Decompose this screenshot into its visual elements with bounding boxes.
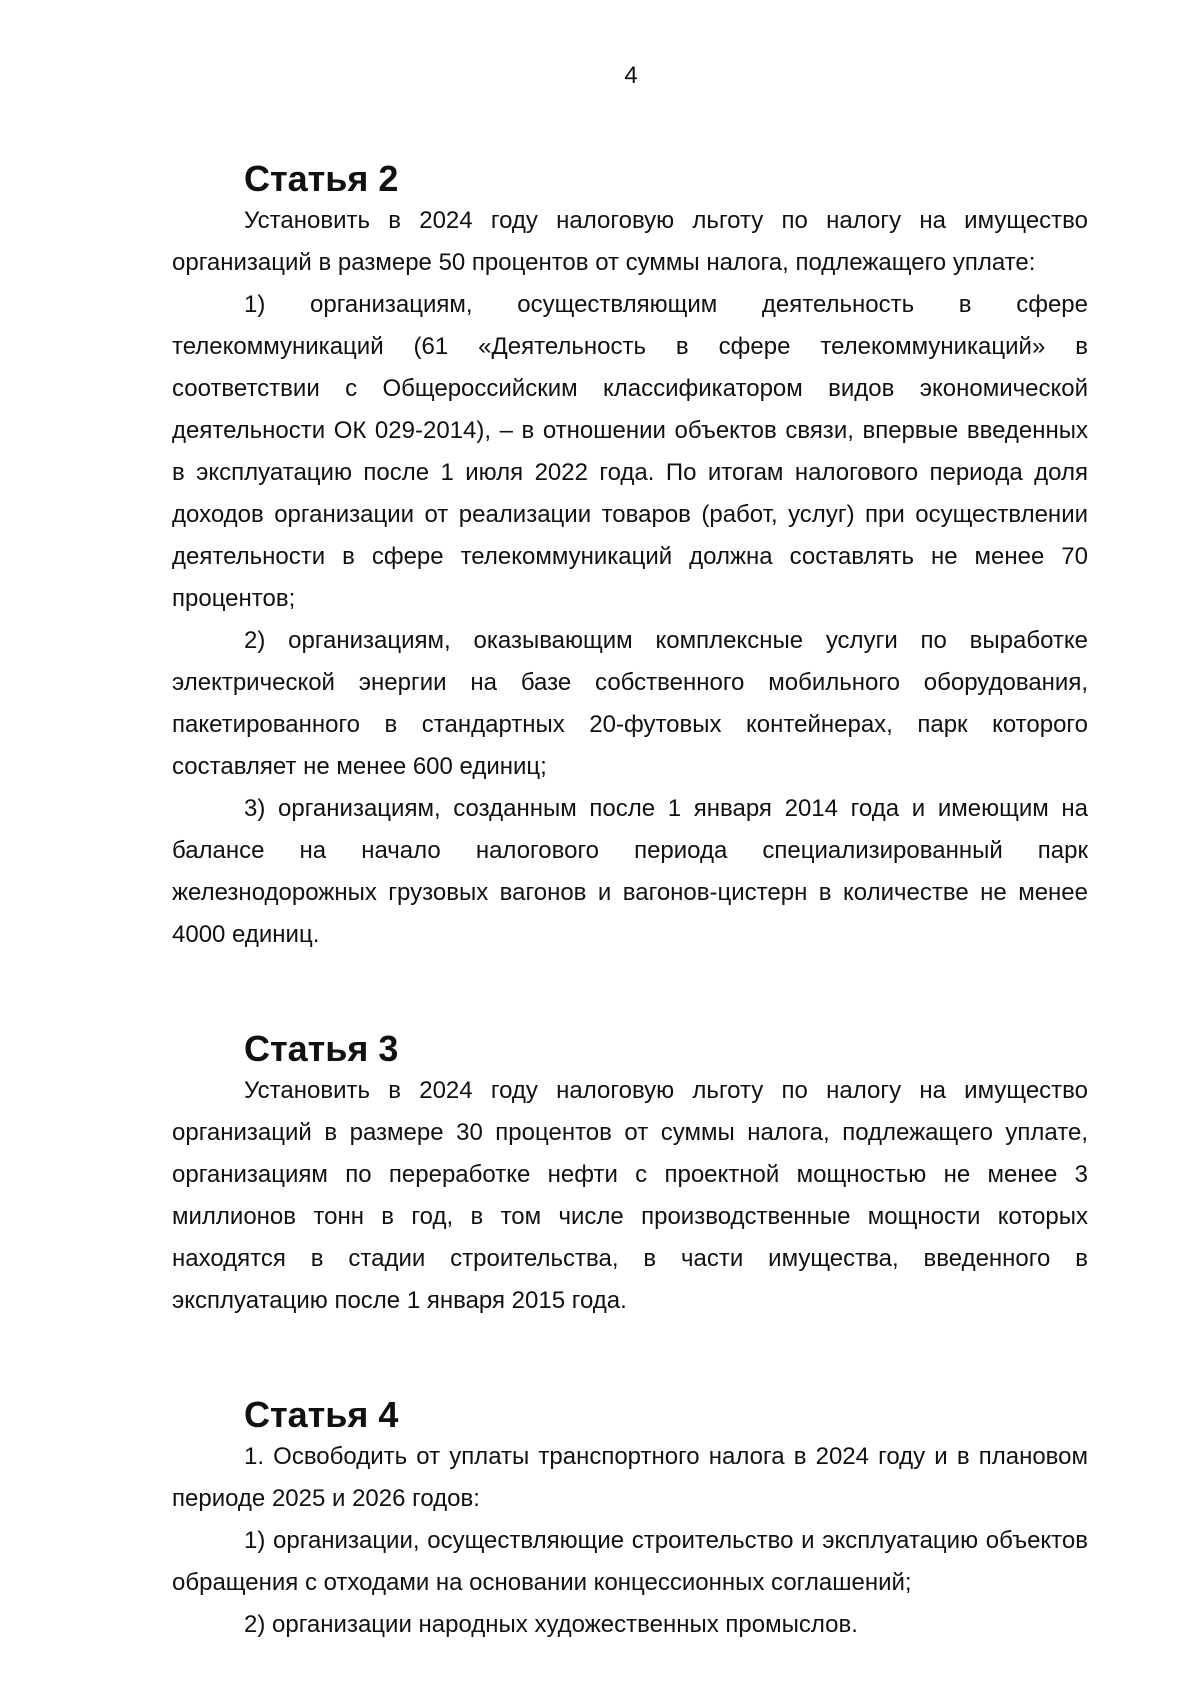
paragraph: 2) организациям, оказывающим комплексные услуги по выработке электрической энергии на базе собственного мобильного оборудования, пакетированного в стандартных 20-футовых контейнерах, парк которого составляет не менее 600 единиц;	[172, 627, 1088, 780]
article-2	[172, 158, 1088, 956]
paragraph: 1) организациям, осуществляющим деятельность в сфере телекоммуникаций (61 «Деятельность в сфере телекоммуникаций» в соответствии с Общероссийским классификатором видов экономической деятельности ОК 029-2014), – в отношении объектов связи, впервые введенных в эксплуатацию после 1 июля 2022 года. По итогам налогового периода доля доходов организации от реализации товаров (работ, услуг) при осуществлении деятельности в сфере телекоммуникаций должна составлять не менее 70 процентов;	[172, 291, 1088, 612]
section-spacer	[172, 956, 1088, 1028]
section-spacer	[172, 1322, 1088, 1394]
paragraph: 2) организации народных художественных промыслов.	[244, 1611, 858, 1638]
article-4	[172, 1394, 1088, 1646]
paragraph: 1. Освободить от уплаты транспортного налога в 2024 году и в плановом периоде 2025 и 2026 годов:	[172, 1443, 1088, 1512]
paragraph: Установить в 2024 году налоговую льготу по налогу на имущество организаций в размере 30 процентов от суммы налога, подлежащего уплате, организациям по переработке нефти с проектной мощностью не менее 3 миллионов тонн в год, в том числе производственные мощности которых находятся в стадии строительства, в части имущества, введенного в эксплуатацию после 1 января 2015 года.	[172, 1077, 1088, 1314]
article-title: Статья 3	[244, 1028, 399, 1069]
paragraph: 1) организации, осуществляющие строительство и эксплуатацию объектов обращения с отходами на основании концессионных соглашений;	[172, 1527, 1088, 1596]
article-title: Статья 2	[244, 158, 399, 199]
document-body	[172, 158, 1088, 1646]
article-3	[172, 1028, 1088, 1322]
page-number: 4	[624, 62, 638, 89]
paragraph: Установить в 2024 году налоговую льготу по налогу на имущество организаций в размере 50 процентов от суммы налога, подлежащего уплате:	[172, 207, 1088, 276]
paragraph: 3) организациям, созданным после 1 января 2014 года и имеющим на балансе на начало налогового периода специализированный парк железнодорожных грузовых вагонов и вагонов-цистерн в количестве не менее 4000 единиц.	[172, 795, 1088, 948]
article-title: Статья 4	[244, 1394, 399, 1435]
